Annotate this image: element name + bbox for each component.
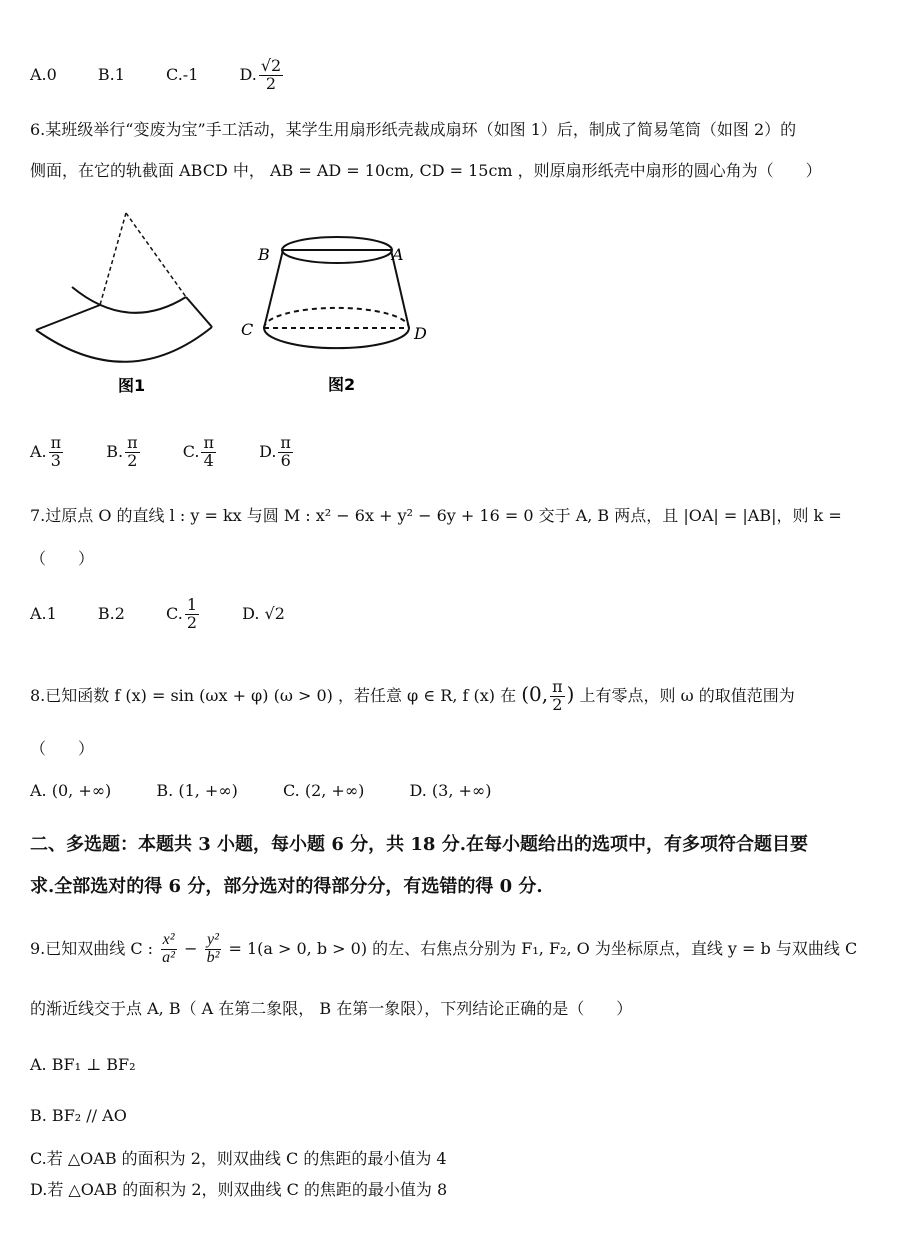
q8-option-a: A. (0, +∞) (30, 781, 112, 800)
fig2-label-b: B (258, 245, 270, 264)
fig1-left-edge (36, 305, 100, 330)
section2-heading-line2: 求.全部选对的得 6 分，部分选对的得部分分，有选错的得 0 分. (30, 876, 543, 897)
q9-option-a: A. BF₁ ⊥ BF₂ (30, 1055, 136, 1074)
q6-stem-line2: 侧面，在它的轨截面 ABCD 中， AB = AD = 10cm, CD = 15cm ，则原扇形纸壳中扇形的圆心角为（ ） (30, 161, 822, 180)
q5-options (30, 58, 285, 93)
q9-option-d: D.若 △OAB 的面积为 2，则双曲线 C 的焦距的最小值为 8 (30, 1180, 448, 1199)
q7-options (30, 594, 321, 634)
fig2-label-a: A (392, 245, 404, 264)
q9-stem-line1: 9.已知双曲线 C : $\frac{\text{x²}}{\text{a²}}$ − $\frac{\text{y²}}{\text{b²}}$ = 1(a > 0, b > 0) 的左、右焦点分别为 F₁, F₂, O 为坐标原点，直线 y = b 与双曲线 C (30, 931, 858, 966)
q8-stem: 8.已知函数 f (x) = sin (ωx + φ) (ω > 0) ，若任意 φ ∈ R, f (x) 在 (0, $\frac{\pi}{2}$ ) 上有零点，则 ω 的取值范围为 (30, 677, 795, 714)
q8-option-d: D. (3, +∞) (409, 781, 492, 800)
q9-option-b: B. BF₂ // AO (30, 1106, 127, 1125)
q8-paren: （ ） (30, 739, 95, 758)
q8-option-c: C. (2, +∞) (282, 781, 365, 800)
q6-option-d: D. $\frac{\pi}{6}$ (259, 433, 291, 470)
q7-option-c: C. $\frac{1}{2}$ (166, 595, 197, 632)
q5-option-d: D. $\frac{√2}{2}$ (239, 56, 282, 93)
fig1-caption: 图1 (118, 376, 146, 395)
fig1-outer-arc (36, 327, 212, 362)
q9-option-c: C.若 △OAB 的面积为 2，则双曲线 C 的焦距的最小值为 4 (30, 1149, 447, 1168)
q7-stem: 7.过原点 O 的直线 l : y = kx 与圆 M : x² − 6x + y² − 6y + 16 = 0 交于 A, B 两点，且 |OA| = |AB|，则 k = (30, 506, 842, 525)
q6-option-a: A. $\frac{\pi}{3}$ (30, 433, 62, 470)
q5-option-c: C.-1 (166, 64, 199, 84)
q5-option-a: A.0 (30, 64, 57, 84)
q7-option-b: B.2 (97, 604, 125, 623)
q6-stem-line1: 6.某班级举行“变废为宝”手工活动，某学生用扇形纸壳裁成扇环（如图 1）后，制成了简易笔筒（如图 2）的 (30, 120, 797, 139)
q6-options (30, 432, 331, 472)
q6-option-b: B. $\frac{\pi}{2}$ (106, 433, 138, 470)
q8-option-b: B. (1, +∞) (156, 781, 238, 800)
fig2-bottom-back (264, 308, 409, 328)
q8-options (30, 778, 528, 804)
q7-option-a: A.1 (30, 604, 57, 623)
fig2-bottom-front (264, 328, 409, 348)
q6-option-c: C. $\frac{\pi}{4}$ (182, 433, 214, 470)
q5-option-b: B.1 (97, 64, 125, 84)
q6-figure-2 (236, 225, 436, 400)
q7-paren: （ ） (30, 549, 95, 568)
fig2-caption: 图2 (328, 375, 356, 394)
q6-figure-1 (28, 205, 218, 400)
fig1-right-edge (186, 297, 212, 327)
fig2-label-d: D (414, 324, 427, 343)
fig2-label-c: C (241, 320, 254, 339)
q7-option-d: D. √2 (242, 604, 285, 623)
section2-heading-line1: 二、多选题：本题共 3 小题，每小题 6 分，共 18 分.在每小题给出的选项中，有多项符合题目要 (30, 834, 808, 855)
q9-stem-line2: 的渐近线交于点 A, B（ A 在第二象限， B 在第一象限），下列结论正确的是（ ） (30, 999, 633, 1018)
